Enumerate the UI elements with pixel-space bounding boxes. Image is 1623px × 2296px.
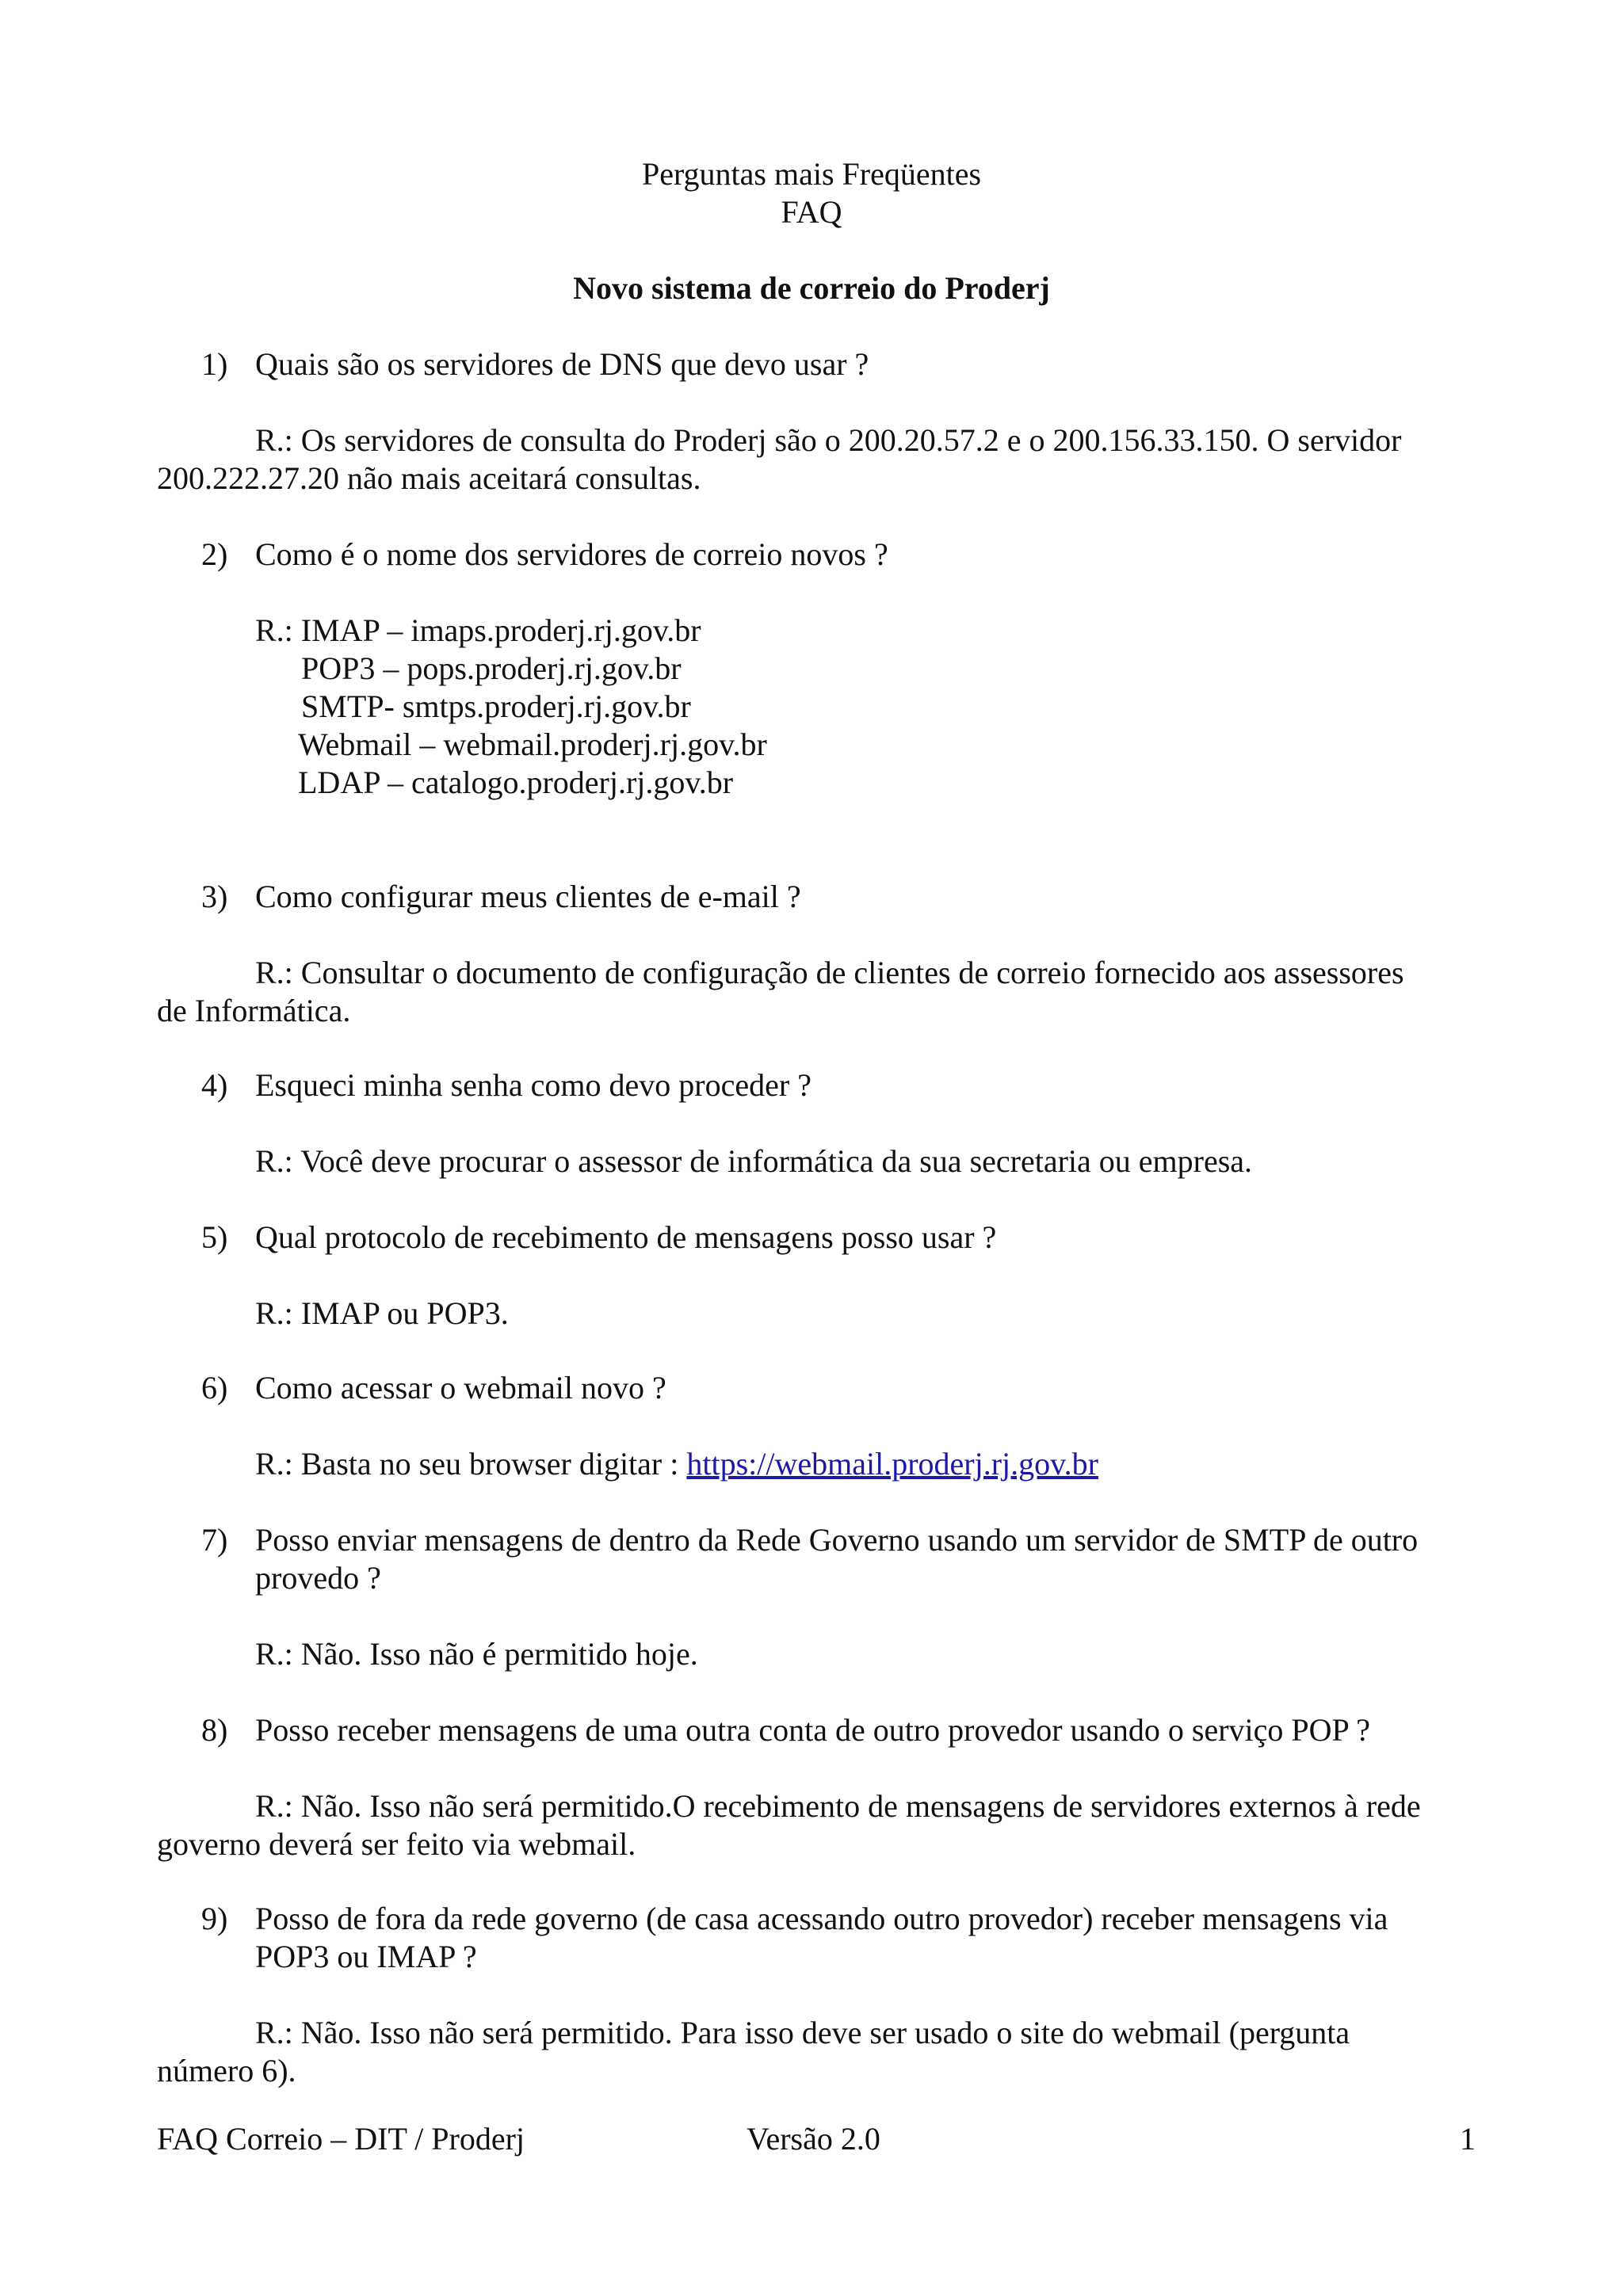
answer-text: governo deverá ser feito via webmail. <box>157 1826 636 1862</box>
question-number: 1) <box>201 346 228 382</box>
footer-title: FAQ Correio – DIT / Proderj <box>157 2121 525 2157</box>
question-text: Como acessar o webmail novo ? <box>255 1370 666 1405</box>
answer-text: R.: Consultar o documento de configuração de clientes de correio fornecido aos assessores <box>255 955 1404 990</box>
question-text: Esqueci minha senha como devo proceder ? <box>255 1067 812 1103</box>
question-text: Posso enviar mensagens de dentro da Rede Governo usando um servidor de SMTP de outro <box>255 1522 1419 1558</box>
question-number: 7) <box>201 1522 228 1558</box>
server-line: LDAP – catalogo.proderj.rj.gov.br <box>298 765 734 800</box>
answer-text: número 6). <box>157 2053 296 2088</box>
question-number: 3) <box>201 879 228 914</box>
question-text: Como configurar meus clientes de e-mail ? <box>255 879 801 914</box>
answer-text: R.: Você deve procurar o assessor de informática da sua secretaria ou empresa. <box>255 1143 1253 1179</box>
answer-text: R.: IMAP – imaps.proderj.rj.gov.br <box>255 612 701 648</box>
question-text: Posso de fora da rede governo (de casa acessando outro provedor) receber mensagens via <box>255 1901 1388 1936</box>
question-number: 2) <box>201 536 228 572</box>
question-text: provedo ? <box>255 1560 381 1596</box>
server-line: Webmail – webmail.proderj.rj.gov.br <box>298 727 767 762</box>
footer-version: Versão 2.0 <box>747 2121 880 2157</box>
webmail-link[interactable]: https://webmail.proderj.rj.gov.br <box>686 1446 1098 1482</box>
question-text: Qual protocolo de recebimento de mensagens posso usar ? <box>255 1219 997 1255</box>
document-subtitle: FAQ <box>781 194 842 230</box>
question-text: POP3 ou IMAP ? <box>255 1939 477 1974</box>
question-number: 5) <box>201 1219 228 1255</box>
answer-text: de Informática. <box>157 993 351 1028</box>
answer-text: R.: Não. Isso não será permitido.O recebimento de mensagens de servidores externos à rede <box>255 1788 1421 1824</box>
answer-text: R.: Basta no seu browser digitar : <box>255 1446 687 1482</box>
question-number: 4) <box>201 1067 228 1103</box>
server-line: POP3 – pops.proderj.rj.gov.br <box>301 650 682 686</box>
answer-text: 200.222.27.20 não mais aceitará consultas. <box>157 460 701 496</box>
page-number: 1 <box>1460 2121 1476 2157</box>
question-number: 9) <box>201 1901 228 1936</box>
server-line: SMTP- smtps.proderj.rj.gov.br <box>301 688 691 724</box>
question-number: 6) <box>201 1370 228 1405</box>
section-heading: Novo sistema de correio do Proderj <box>573 270 1050 306</box>
answer-text: R.: Os servidores de consulta do Proderj são o 200.20.57.2 e o 200.156.33.150. O servidor <box>255 422 1402 458</box>
question-number: 8) <box>201 1712 228 1748</box>
answer-text: R.: IMAP ou POP3. <box>255 1295 509 1331</box>
answer-text: R.: Não. Isso não será permitido. Para isso deve ser usado o site do webmail (pergunta <box>255 2015 1350 2050</box>
document-title: Perguntas mais Freqüentes <box>641 156 982 192</box>
question-text: Posso receber mensagens de uma outra conta de outro provedor usando o serviço POP ? <box>255 1712 1371 1748</box>
answer-text: R.: Não. Isso não é permitido hoje. <box>255 1636 698 1672</box>
question-text: Quais são os servidores de DNS que devo usar ? <box>255 346 869 382</box>
question-text: Como é o nome dos servidores de correio novos ? <box>255 536 888 572</box>
answer-line <box>255 1445 1098 1483</box>
